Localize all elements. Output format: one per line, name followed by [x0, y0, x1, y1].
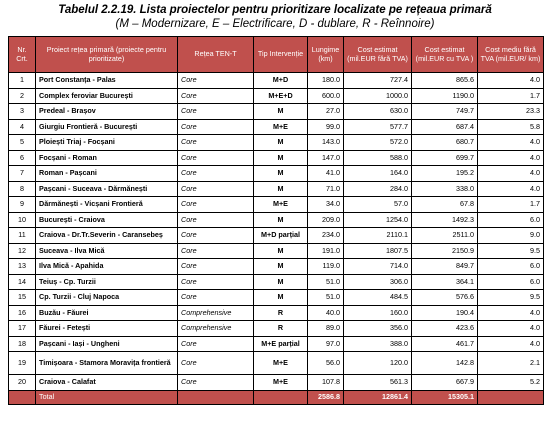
total-length: 2586.8 — [308, 390, 344, 404]
cell-cost-excl: 1807.5 — [344, 243, 412, 259]
cell-type: R — [254, 321, 308, 337]
cell-nr: 13 — [9, 259, 36, 275]
cell-cost-incl: 67.8 — [412, 197, 478, 213]
header-row — [9, 37, 544, 73]
cell-network: Core — [178, 290, 254, 306]
cell-cost-avg: 4.0 — [478, 305, 544, 321]
cell-project: Craiova - Calafat — [36, 375, 178, 391]
cell-network: Core — [178, 119, 254, 135]
cell-nr: 14 — [9, 274, 36, 290]
header-cost-excl: Cost estimat (mil.EUR fără TVA) — [344, 37, 412, 73]
cell-cost-avg: 6.0 — [478, 274, 544, 290]
cell-cost-avg: 4.0 — [478, 321, 544, 337]
header-type: Tip Intervenție — [254, 37, 308, 73]
table-row — [9, 104, 544, 120]
cell-nr: 17 — [9, 321, 36, 337]
cell-cost-avg: 23.3 — [478, 104, 544, 120]
cell-nr: 2 — [9, 88, 36, 104]
cell-cost-excl: 577.7 — [344, 119, 412, 135]
cell-type: M+E — [254, 119, 308, 135]
cell-type: M+D — [254, 73, 308, 89]
cell-nr: 18 — [9, 336, 36, 352]
table-row — [9, 181, 544, 197]
total-cost-incl: 15305.1 — [412, 390, 478, 404]
table-body — [9, 73, 544, 391]
cell-type: M+E parțial — [254, 336, 308, 352]
cell-cost-excl: 2110.1 — [344, 228, 412, 244]
cell-network: Core — [178, 135, 254, 151]
table-row — [9, 135, 544, 151]
cell-cost-excl: 1000.0 — [344, 88, 412, 104]
cell-cost-avg: 4.0 — [478, 73, 544, 89]
cell-type: M+E — [254, 352, 308, 375]
table-row — [9, 243, 544, 259]
cell-cost-excl: 630.0 — [344, 104, 412, 120]
cell-cost-incl: 849.7 — [412, 259, 478, 275]
cell-nr: 10 — [9, 212, 36, 228]
cell-type: M+E — [254, 375, 308, 391]
cell-network: Core — [178, 73, 254, 89]
cell-network: Core — [178, 212, 254, 228]
cell-project: Complex feroviar București — [36, 88, 178, 104]
cell-cost-incl: 865.6 — [412, 73, 478, 89]
cell-network: Core — [178, 181, 254, 197]
cell-type: M — [254, 181, 308, 197]
cell-project: Ilva Mică - Apahida — [36, 259, 178, 275]
cell-cost-avg: 6.0 — [478, 259, 544, 275]
total-network-cell — [178, 390, 254, 404]
header-length: Lungime (km) — [308, 37, 344, 73]
cell-type: M+E — [254, 197, 308, 213]
total-avg-cell — [478, 390, 544, 404]
cell-cost-excl: 164.0 — [344, 166, 412, 182]
cell-length: 56.0 — [308, 352, 344, 375]
cell-cost-excl: 356.0 — [344, 321, 412, 337]
cell-cost-incl: 190.4 — [412, 305, 478, 321]
cell-cost-avg: 4.0 — [478, 135, 544, 151]
cell-cost-avg: 1.7 — [478, 88, 544, 104]
cell-network: Core — [178, 243, 254, 259]
cell-cost-excl: 727.4 — [344, 73, 412, 89]
table-row — [9, 352, 544, 375]
caption-title: Tabelul 2.2.19. Lista proiectelor pentru prioritizare localizate pe rețeaua primară — [58, 4, 492, 16]
cell-length: 40.0 — [308, 305, 344, 321]
cell-nr: 12 — [9, 243, 36, 259]
cell-network: Core — [178, 150, 254, 166]
cell-project: Craiova - Dr.Tr.Severin - Caransebeș — [36, 228, 178, 244]
cell-cost-excl: 388.0 — [344, 336, 412, 352]
cell-project: București - Craiova — [36, 212, 178, 228]
cell-cost-excl: 57.0 — [344, 197, 412, 213]
cell-cost-avg: 4.0 — [478, 150, 544, 166]
cell-nr: 3 — [9, 104, 36, 120]
cell-cost-excl: 714.0 — [344, 259, 412, 275]
cell-cost-incl: 1492.3 — [412, 212, 478, 228]
cell-network: Core — [178, 336, 254, 352]
table-row — [9, 150, 544, 166]
cell-project: Făurei - Fetești — [36, 321, 178, 337]
cell-cost-avg: 4.0 — [478, 181, 544, 197]
cell-length: 97.0 — [308, 336, 344, 352]
cell-project: Ploiești Triaj - Focșani — [36, 135, 178, 151]
cell-length: 51.0 — [308, 274, 344, 290]
header-network: Rețea TEN-T — [178, 37, 254, 73]
cell-project: Buzău - Făurei — [36, 305, 178, 321]
cell-length: 600.0 — [308, 88, 344, 104]
cell-cost-incl: 364.1 — [412, 274, 478, 290]
cell-cost-avg: 9.0 — [478, 228, 544, 244]
table-row — [9, 336, 544, 352]
cell-project: Giurgiu Frontieră - București — [36, 119, 178, 135]
cell-cost-excl: 284.0 — [344, 181, 412, 197]
cell-length: 99.0 — [308, 119, 344, 135]
cell-project: Cp. Turzii - Cluj Napoca — [36, 290, 178, 306]
header-cost-incl: Cost estimat (mil.EUR cu TVA ) — [412, 37, 478, 73]
cell-cost-incl: 423.6 — [412, 321, 478, 337]
cell-project: Teiuș - Cp. Turzii — [36, 274, 178, 290]
cell-length: 119.0 — [308, 259, 344, 275]
table-row — [9, 290, 544, 306]
table-row — [9, 321, 544, 337]
cell-cost-incl: 2511.0 — [412, 228, 478, 244]
total-cost-excl: 12861.4 — [344, 390, 412, 404]
cell-network: Core — [178, 197, 254, 213]
cell-network: Core — [178, 88, 254, 104]
cell-cost-excl: 120.0 — [344, 352, 412, 375]
cell-cost-avg: 9.5 — [478, 243, 544, 259]
table-row — [9, 119, 544, 135]
cell-cost-incl: 142.8 — [412, 352, 478, 375]
cell-network: Core — [178, 259, 254, 275]
cell-project: Focșani - Roman — [36, 150, 178, 166]
cell-network: Core — [178, 352, 254, 375]
cell-type: M — [254, 135, 308, 151]
cell-type: M — [254, 243, 308, 259]
cell-length: 41.0 — [308, 166, 344, 182]
cell-type: M+E+D — [254, 88, 308, 104]
cell-cost-incl: 576.6 — [412, 290, 478, 306]
cell-type: M — [254, 274, 308, 290]
cell-cost-avg: 6.0 — [478, 212, 544, 228]
cell-nr: 8 — [9, 181, 36, 197]
cell-nr: 1 — [9, 73, 36, 89]
table-row — [9, 375, 544, 391]
cell-nr: 9 — [9, 197, 36, 213]
cell-length: 191.0 — [308, 243, 344, 259]
table-row — [9, 212, 544, 228]
cell-network: Core — [178, 166, 254, 182]
table-row — [9, 73, 544, 89]
cell-nr: 11 — [9, 228, 36, 244]
cell-length: 34.0 — [308, 197, 344, 213]
cell-project: Port Constanța - Palas — [36, 73, 178, 89]
cell-type: M — [254, 104, 308, 120]
cell-cost-avg: 2.1 — [478, 352, 544, 375]
table-row — [9, 197, 544, 213]
cell-type: M — [254, 150, 308, 166]
cell-project: Timișoara - Stamora Moravița frontieră — [36, 352, 178, 375]
cell-cost-incl: 195.2 — [412, 166, 478, 182]
cell-cost-avg: 4.0 — [478, 166, 544, 182]
cell-cost-avg: 1.7 — [478, 197, 544, 213]
cell-network: Core — [178, 375, 254, 391]
cell-project: Dărmănești - Vicșani Frontieră — [36, 197, 178, 213]
cell-cost-incl: 1190.0 — [412, 88, 478, 104]
cell-nr: 4 — [9, 119, 36, 135]
cell-network: Core — [178, 228, 254, 244]
cell-cost-excl: 572.0 — [344, 135, 412, 151]
cell-cost-excl: 306.0 — [344, 274, 412, 290]
table-row — [9, 274, 544, 290]
cell-nr: 20 — [9, 375, 36, 391]
table-row — [9, 228, 544, 244]
total-type-cell — [254, 390, 308, 404]
cell-length: 51.0 — [308, 290, 344, 306]
cell-type: M+D parțial — [254, 228, 308, 244]
cell-network: Core — [178, 274, 254, 290]
header-project: Proiect rețea primară (proiecte pentru prioritizate) — [36, 37, 178, 73]
table-row — [9, 259, 544, 275]
cell-length: 209.0 — [308, 212, 344, 228]
total-nr-cell — [9, 390, 36, 404]
cell-cost-excl: 588.0 — [344, 150, 412, 166]
cell-cost-avg: 5.2 — [478, 375, 544, 391]
table-row — [9, 88, 544, 104]
cell-length: 107.8 — [308, 375, 344, 391]
cell-project: Pașcani - Iași - Ungheni — [36, 336, 178, 352]
cell-nr: 6 — [9, 150, 36, 166]
cell-cost-incl: 2150.9 — [412, 243, 478, 259]
total-label: Total — [36, 390, 178, 404]
cell-length: 147.0 — [308, 150, 344, 166]
cell-cost-avg: 9.5 — [478, 290, 544, 306]
header-cost-avg: Cost mediu fără TVA (mil.EUR/ km) — [478, 37, 544, 73]
cell-cost-incl: 749.7 — [412, 104, 478, 120]
cell-cost-incl: 338.0 — [412, 181, 478, 197]
projects-table — [8, 36, 544, 405]
header-nr: Nr. Crt. — [9, 37, 36, 73]
cell-cost-incl: 680.7 — [412, 135, 478, 151]
cell-nr: 15 — [9, 290, 36, 306]
cell-cost-excl: 1254.0 — [344, 212, 412, 228]
cell-type: M — [254, 212, 308, 228]
cell-nr: 7 — [9, 166, 36, 182]
cell-project: Predeal - Brașov — [36, 104, 178, 120]
cell-cost-excl: 484.5 — [344, 290, 412, 306]
cell-network: Comprehensive — [178, 321, 254, 337]
cell-cost-avg: 5.8 — [478, 119, 544, 135]
cell-cost-excl: 561.3 — [344, 375, 412, 391]
table-caption — [0, 3, 550, 31]
cell-network: Core — [178, 104, 254, 120]
cell-cost-incl: 667.9 — [412, 375, 478, 391]
cell-length: 27.0 — [308, 104, 344, 120]
cell-nr: 5 — [9, 135, 36, 151]
cell-nr: 19 — [9, 352, 36, 375]
cell-nr: 16 — [9, 305, 36, 321]
total-row — [9, 390, 544, 404]
cell-project: Pașcani - Suceava - Dărmănești — [36, 181, 178, 197]
cell-type: M — [254, 166, 308, 182]
cell-cost-incl: 461.7 — [412, 336, 478, 352]
cell-length: 143.0 — [308, 135, 344, 151]
table-row — [9, 305, 544, 321]
cell-project: Roman - Pașcani — [36, 166, 178, 182]
caption-legend: (M – Modernizare, E – Electrificare, D - dublare, R - Reînnoire) — [115, 18, 435, 30]
cell-length: 89.0 — [308, 321, 344, 337]
cell-length: 234.0 — [308, 228, 344, 244]
cell-length: 180.0 — [308, 73, 344, 89]
cell-cost-incl: 699.7 — [412, 150, 478, 166]
cell-type: M — [254, 259, 308, 275]
cell-type: M — [254, 290, 308, 306]
cell-network: Comprehensive — [178, 305, 254, 321]
cell-project: Suceava - Ilva Mică — [36, 243, 178, 259]
table-row — [9, 166, 544, 182]
cell-cost-excl: 160.0 — [344, 305, 412, 321]
cell-type: R — [254, 305, 308, 321]
cell-cost-avg: 4.0 — [478, 336, 544, 352]
cell-length: 71.0 — [308, 181, 344, 197]
cell-cost-incl: 687.4 — [412, 119, 478, 135]
